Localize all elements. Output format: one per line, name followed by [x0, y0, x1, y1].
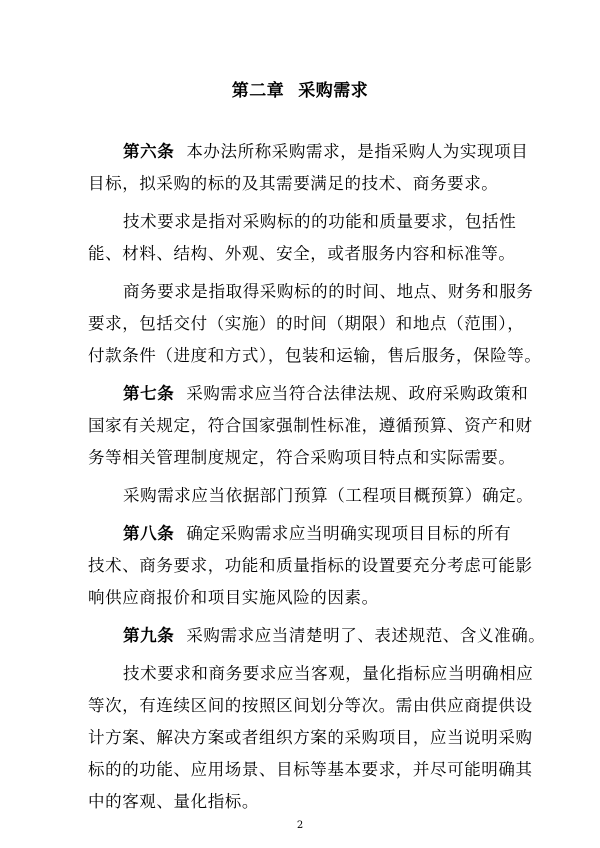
- quantified-req-line-5: [88, 786, 518, 818]
- paragraph-text: 确定采购需求应当明确实现项目目标的所有: [186, 524, 512, 543]
- paragraph-text: 中的客观、量化指标。: [88, 792, 259, 811]
- article-six-line-1: [123, 136, 529, 168]
- quantified-req-line-2: [88, 690, 533, 722]
- article-seven-line-1: [123, 378, 529, 410]
- business-req-line-1: [123, 276, 534, 308]
- paragraph-text: 响供应商报价和项目实施风险的因素。: [88, 588, 379, 607]
- business-req-line-3: [88, 340, 542, 372]
- paragraph-text: 采购需求应当清楚明了、表述规范、含义准确。: [186, 626, 546, 645]
- article-eight-line-3: [88, 582, 518, 614]
- chapter-title-text: 采购需求: [298, 81, 369, 101]
- article-label: 第八条: [123, 524, 175, 543]
- business-req-line-2: [88, 308, 525, 340]
- paragraph-text: 付款条件（进度和方式），包装和运输，售后服务，保险等。: [88, 346, 542, 365]
- paragraph-text: 技术、商务要求，功能和质量指标的设置要充分考虑可能影: [88, 556, 533, 575]
- paragraph-text: 计方案、解决方案或者组织方案的采购项目，应当说明采购: [88, 728, 533, 747]
- paragraph-text: 技术要求是指对采购标的的功能和质量要求，包括性: [123, 212, 517, 231]
- paragraph-text: 本办法所称采购需求，是指采购人为实现项目: [186, 142, 529, 161]
- article-eight-line-2: [88, 550, 533, 582]
- article-label: 第六条: [123, 142, 175, 161]
- paragraph-text: 国家有关规定，符合国家强制性标准，遵循预算、资产和财: [88, 416, 533, 435]
- page-number: 2: [296, 820, 304, 831]
- paragraph-text: 要求，包括交付（实施）的时间（期限）和地点（范围），: [88, 314, 525, 333]
- quantified-req-line-3: [88, 722, 533, 754]
- article-eight-line-1: [123, 518, 518, 550]
- paragraph-text: 采购需求应当符合法律法规、政府采购政策和: [186, 384, 529, 403]
- article-six-line-2: [88, 168, 518, 200]
- paragraph-text: 采购需求应当依据部门预算（工程项目概预算）确定。: [123, 486, 534, 505]
- paragraph-text: 商务要求是指取得采购标的的时间、地点、财务和服务: [123, 282, 534, 301]
- article-label: 第九条: [123, 626, 175, 645]
- article-seven-line-2: [88, 410, 533, 442]
- budget-basis-line: [123, 480, 534, 512]
- paragraph-text: 标的的功能、应用场景、目标等基本要求，并尽可能明确其: [88, 760, 533, 779]
- quantified-req-line-1: [123, 658, 534, 690]
- technical-req-line-1: [123, 206, 518, 238]
- quantified-req-line-4: [88, 754, 533, 786]
- paragraph-text: 技术要求和商务要求应当客观，量化指标应当明确相应: [123, 664, 534, 683]
- paragraph-text: 能、材料、结构、外观、安全，或者服务内容和标准等。: [88, 244, 516, 263]
- chapter-number: 第二章: [231, 81, 285, 101]
- article-seven-line-3: [88, 442, 518, 474]
- article-label: 第七条: [123, 384, 175, 403]
- article-nine-line-1: [123, 620, 546, 652]
- paragraph-text: 目标，拟采购的标的及其需要满足的技术、商务要求。: [88, 174, 499, 193]
- paragraph-text: 务等相关管理制度规定，符合采购项目特点和实际需要。: [88, 448, 516, 467]
- technical-req-line-2: [88, 238, 518, 270]
- paragraph-text: 等次，有连续区间的按照区间划分等次。需由供应商提供设: [88, 696, 533, 715]
- chapter-heading: [0, 76, 600, 101]
